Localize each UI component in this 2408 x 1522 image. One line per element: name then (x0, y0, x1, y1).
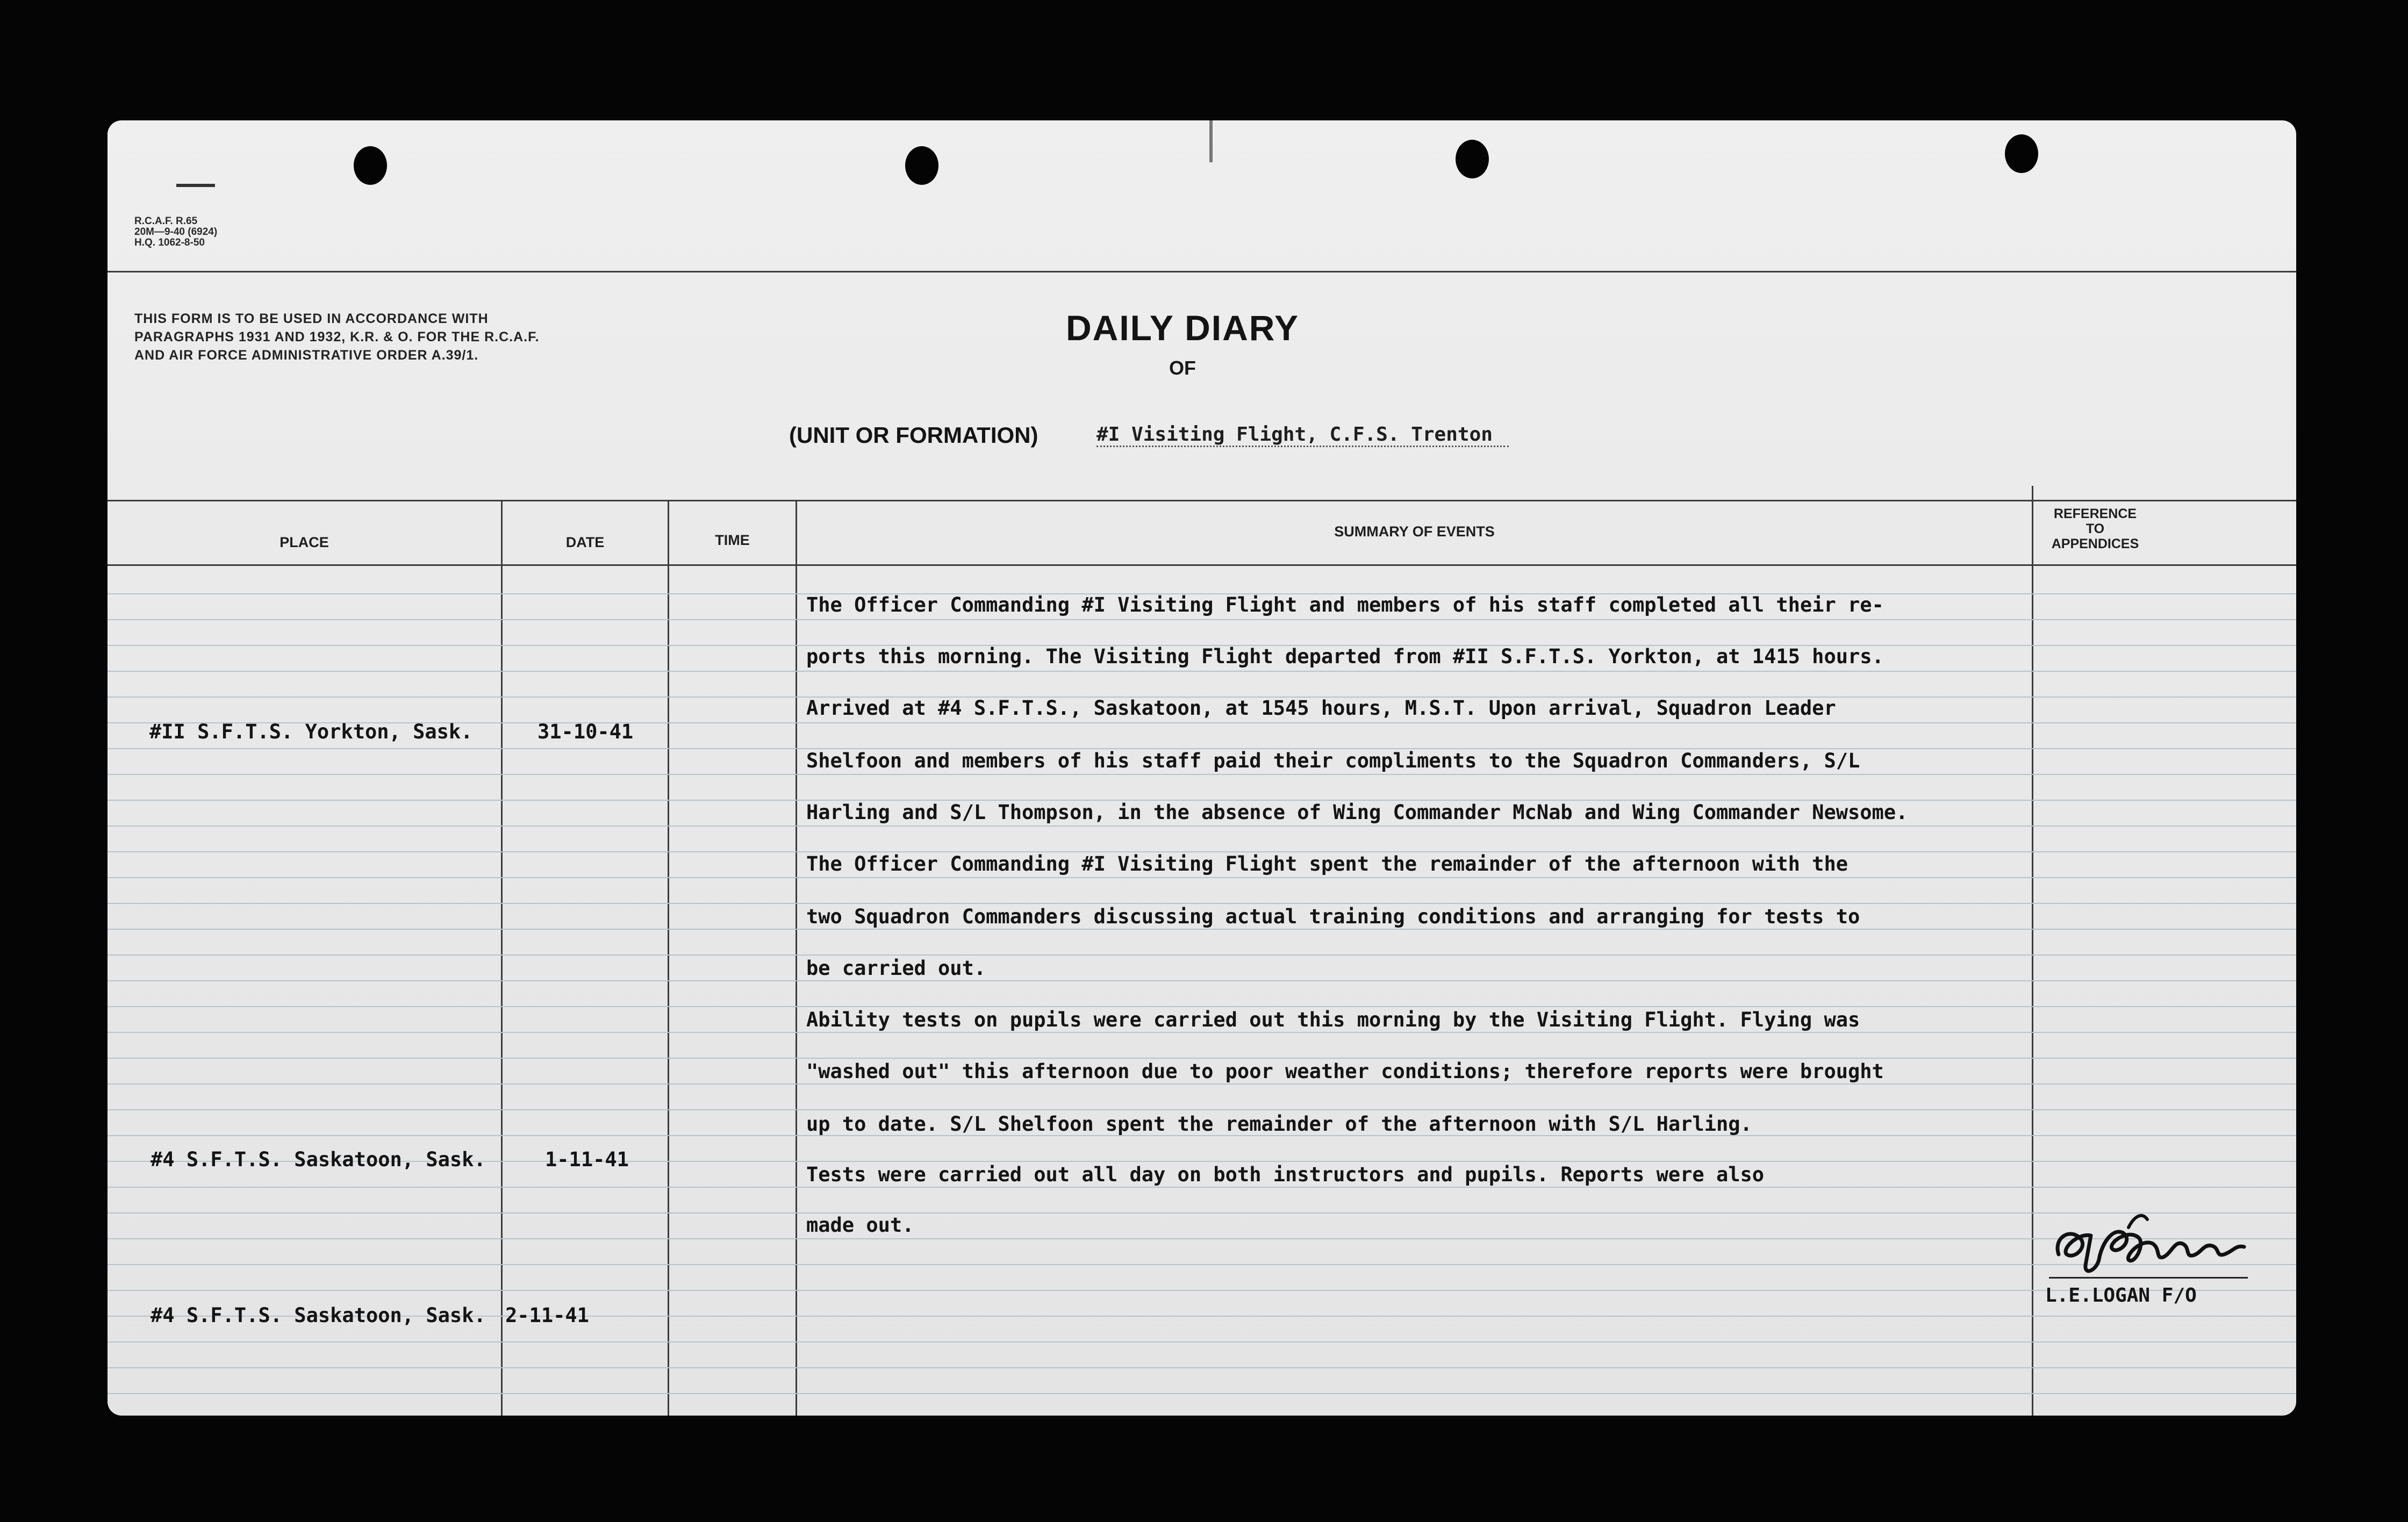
entry-date: 31-10-41 (538, 720, 634, 743)
entry-date: 2-11-41 (505, 1304, 589, 1327)
ruled-line (108, 877, 2296, 878)
ruled-line (108, 1264, 2296, 1265)
form-code-line: H.Q. 1062-8-50 (134, 237, 205, 248)
summary-line: "washed out" this afternoon due to poor weather conditions; therefore reports were brought (806, 1060, 1884, 1083)
column-divider (668, 500, 669, 1416)
column-header-date: DATE (565, 534, 605, 550)
reference-header-line: TO (2086, 521, 2105, 536)
column-divider (501, 500, 503, 1416)
ruled-line (108, 929, 2296, 930)
ruled-line (108, 1367, 2296, 1368)
ruled-line (108, 1238, 2296, 1239)
summary-line: Ability tests on pupils were carried out this morning by the Visiting Flight. Flying was (806, 1008, 1860, 1031)
signature-name: L.E.LOGAN F/O (2045, 1284, 2197, 1306)
ruled-line (108, 825, 2296, 827)
entry-date: 1-11-41 (545, 1148, 629, 1171)
ruled-line (108, 980, 2296, 981)
entry-place: #4 S.F.T.S. Saskatoon, Sask. (150, 1148, 486, 1171)
ruled-line (108, 671, 2296, 672)
form-code-line: 20M—9-40 (6924) (134, 226, 218, 238)
ruled-line (108, 1393, 2296, 1394)
ruled-line (108, 1341, 2296, 1342)
summary-line: Arrived at #4 S.F.T.S., Saskatoon, at 1545 hours, M.S.T. Upon arrival, Squadron Leader (806, 697, 1836, 720)
summary-line: ports this morning. The Visiting Flight departed from #II S.F.T.S. Yorkton, at 1415 hours. (806, 645, 1884, 668)
column-divider (796, 500, 797, 1416)
column-header-place: PLACE (280, 534, 329, 550)
summary-line: Harling and S/L Thompson, in the absence of Wing Commander McNab and Wing Commander Newsome. (806, 801, 1908, 824)
header-rule (108, 271, 2296, 272)
ruled-line (108, 1290, 2296, 1291)
unit-value: #I Visiting Flight, C.F.S. Trenton (1096, 423, 1509, 447)
form-instructions: THIS FORM IS TO BE USED IN ACCORDANCE WITH PARAGRAPHS 1931 AND 1932, K.R. & O. FOR THE R.C.A.F. AND AIR FORCE ADMINISTRATIVE ORDER A.39/1. (134, 311, 540, 363)
ruled-line (108, 1032, 2296, 1033)
entry-place: #II S.F.T.S. Yorkton, Sask. (149, 720, 473, 743)
reference-header-line: APPENDICES (2051, 536, 2139, 551)
table-top-rule (108, 500, 2296, 501)
summary-line: two Squadron Commanders discussing actual training conditions and arranging for tests to (806, 905, 1860, 928)
summary-line: made out. (806, 1214, 914, 1237)
reference-header-line: REFERENCE (2053, 506, 2137, 521)
ruled-line (108, 954, 2296, 956)
ruled-line (108, 1058, 2296, 1059)
punch-hole (354, 146, 387, 185)
ruled-line (108, 1212, 2296, 1214)
ruled-line (108, 1187, 2296, 1188)
sheet-tab-mark (1209, 120, 1213, 162)
ruled-line (108, 1006, 2296, 1007)
punch-hole (905, 146, 938, 185)
page-title: DAILY DIARY (1066, 308, 1299, 348)
ruled-line (108, 1109, 2296, 1110)
ruled-line (108, 619, 2296, 620)
form-code (134, 216, 217, 248)
signature-line (2049, 1277, 2248, 1279)
diary-sheet (108, 120, 2296, 1416)
summary-line: The Officer Commanding #I Visiting Flight and members of his staff completed all their re- (806, 593, 1884, 616)
column-header-reference (2032, 506, 2159, 551)
table-header-rule (108, 564, 2296, 566)
unit-label: (UNIT OR FORMATION) (789, 422, 1038, 448)
ruled-line (108, 903, 2296, 904)
ruled-line (108, 1083, 2296, 1085)
form-code-line: R.C.A.F. R.65 (134, 216, 198, 227)
entry-place: #4 S.F.T.S. Saskatoon, Sask. (150, 1304, 486, 1327)
summary-line: Shelfoon and members of his staff paid their compliments to the Squadron Commanders, S/L (806, 749, 1860, 772)
punch-hole (2005, 134, 2038, 173)
form-mark (176, 184, 215, 187)
column-header-summary: SUMMARY OF EVENTS (1334, 523, 1495, 540)
summary-line: be carried out. (806, 957, 986, 980)
column-header-time: TIME (715, 532, 750, 548)
column-divider (2032, 486, 2033, 1416)
summary-line: The Officer Commanding #I Visiting Flight spent the remainder of the afternoon with the (806, 852, 1848, 875)
ruled-line (108, 774, 2296, 775)
summary-line: up to date. S/L Shelfoon spent the remainder of the afternoon with S/L Harling. (806, 1112, 1752, 1136)
title-of: OF (1169, 357, 1196, 379)
summary-line: Tests were carried out all day on both instructors and pupils. Reports were also (806, 1163, 1765, 1186)
punch-hole (1456, 140, 1489, 178)
